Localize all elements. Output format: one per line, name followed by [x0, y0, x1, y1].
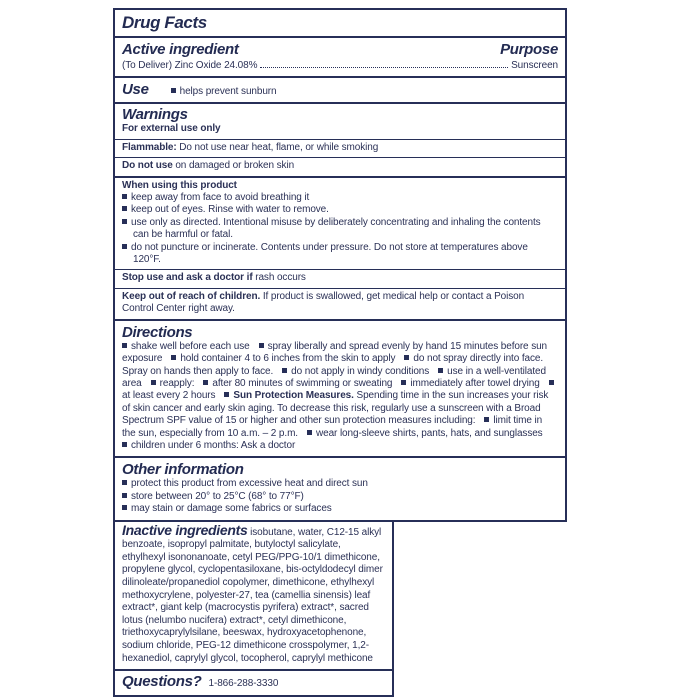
active-ingredient-name: (To Deliver) Zinc Oxide 24.08% [122, 60, 258, 71]
square-bullet-icon [122, 206, 127, 211]
active-ingredient-section [115, 36, 565, 76]
square-bullet-icon [122, 493, 127, 498]
flammable-row [115, 139, 565, 157]
external-use-statement: For external use only [122, 123, 221, 135]
do-not-use-lead: Do not use [122, 160, 173, 172]
square-bullet-icon [307, 430, 312, 435]
square-bullet-icon [122, 219, 127, 224]
directions-section [115, 319, 565, 457]
bullet-item: do not apply in windy conditions [282, 366, 429, 377]
bullet-item: protect this product from excessive heat and direct sun [122, 478, 558, 490]
bullet-item: helps prevent sunburn [171, 86, 277, 97]
questions-heading: Questions? [122, 673, 202, 691]
bullet-item: do not spray directly into face. Spray on hands then apply to face. [122, 353, 544, 377]
use-heading: Use [122, 81, 149, 98]
square-bullet-icon [122, 505, 127, 510]
drug-facts-main-panel [113, 8, 567, 522]
use-items [171, 86, 286, 98]
square-bullet-icon [122, 442, 127, 447]
bullet-item: spray liberally and spread evenly by hand 15 minutes before sun exposure [122, 340, 548, 365]
inactive-ingredients-text: isobutane, water, C12-15 alkyl benzoate, isopropyl palmitate, butyloctyl salicylate, ethylhexyl isononanoate, cetyl PEG/PPG-10/1 dimethicone, propylene glycol, cyclopentasiloxane, bis-octyldodecyl dimer dilinoleate/propanediol copolymer, dimethicone, ethylhexyl methoxycrylene, polyester-27, tea (camellia sinensis) leaf extract*, giant kelp (macrocystis pyrifera) extract*, sacred lotus (nelumbo nucifera) extract*, cetyl dimethicone, triethoxycaprylylsilane, beeswax, hydroxyacetophenone, sodium chloride, PEG-12 dimethicone crosspolymer, 1,2-hexanediol, caprylyl glycol, tocopherol, caprylyl methicone [122, 526, 383, 664]
square-bullet-icon [122, 343, 127, 348]
flammable-lead: Flammable: [122, 141, 177, 153]
dotted-leader [260, 58, 508, 68]
bullet-item: immediately after towel drying [401, 378, 539, 389]
keep-out-lead: Keep out of reach of children. [122, 290, 261, 302]
bullet-item: may stain or damage some fabrics or surfaces [122, 503, 558, 515]
warnings-heading: Warnings [122, 106, 188, 124]
bullet-item: at least every 2 hours [122, 378, 558, 401]
bullet-item: reapply: [151, 378, 195, 389]
flammable-text: Do not use near heat, flame, or while smoking [176, 141, 379, 153]
drug-facts-title: Drug Facts [122, 13, 207, 32]
other-information-list [122, 478, 558, 515]
do-not-use-row [115, 157, 565, 175]
bullet-item: store between 20° to 25°C (68° to 77°F) [122, 491, 558, 503]
inactive-ingredients-paragraph [115, 522, 392, 670]
bullet-item: keep out of eyes. Rinse with water to remove. [122, 204, 558, 216]
title-section [115, 10, 565, 36]
square-bullet-icon [259, 343, 264, 348]
square-bullet-icon [151, 380, 156, 385]
other-information-section [115, 456, 565, 519]
warnings-heading-row [115, 104, 565, 138]
square-bullet-icon [203, 380, 208, 385]
keep-out-text: If product is swallowed, get medical help or contact a Poison Control Center right away. [122, 290, 525, 315]
square-bullet-icon [438, 368, 443, 373]
active-ingredient-heading: Active ingredient [122, 41, 239, 58]
purpose-heading: Purpose [500, 41, 558, 58]
bullet-item: children under 6 months: Ask a doctor [122, 440, 295, 451]
square-bullet-icon [122, 194, 127, 199]
warnings-section [115, 102, 565, 318]
bullet-item: keep away from face to avoid breathing it [122, 192, 558, 204]
active-ingredient-row [122, 58, 558, 72]
questions-phone: 1-866-288-3330 [208, 678, 279, 690]
square-bullet-icon [484, 417, 489, 422]
directions-flow [122, 341, 558, 440]
when-using-list [122, 192, 558, 266]
directions-heading: Directions [122, 323, 193, 341]
drug-facts-label [113, 8, 567, 697]
do-not-use-text: on damaged or broken skin [172, 160, 295, 172]
square-bullet-icon [224, 392, 229, 397]
inactive-ingredients-panel [113, 520, 394, 672]
square-bullet-icon [404, 355, 409, 360]
square-bullet-icon [171, 355, 176, 360]
directions-last-line [122, 440, 558, 452]
square-bullet-icon [401, 380, 406, 385]
when-using-heading: When using this product [122, 179, 237, 191]
square-bullet-icon [122, 480, 127, 485]
bullet-item: do not puncture or incinerate. Contents under pressure. Do not store at temperatures above 120°F. [122, 242, 558, 267]
square-bullet-icon [549, 380, 554, 385]
bullet-item: use in a well-ventilated area [122, 365, 546, 389]
keep-out-row [115, 288, 565, 319]
bullet-item: Sun Protection Measures. Spending time in the sun increases your risk of skin cancer and early skin aging. To decrease this risk, regularly use a sunscreen with a Broad Spectrum SPF value of 15 or higher and other sun protection measures including: [122, 390, 549, 427]
square-bullet-icon [171, 88, 176, 93]
bullet-item: use only as directed. Intentional misuse by deliberately concentrating and inhaling the contents can be harmful or fatal. [122, 217, 558, 242]
bullet-item: limit time in the sun, especially from 10 a.m. – 2 p.m. [122, 415, 543, 439]
stop-use-row [115, 269, 565, 287]
use-section [115, 76, 565, 102]
bullet-item: shake well before each use [122, 341, 250, 352]
active-ingredient-purpose: Sunscreen [511, 60, 558, 71]
stop-use-text: rash occurs [252, 272, 306, 284]
inactive-ingredients-heading: Inactive ingredients [122, 521, 248, 538]
bullet-item: after 80 minutes of swimming or sweating [203, 378, 392, 389]
bullet-item: hold container 4 to 6 inches from the skin to apply [171, 353, 395, 364]
when-using-row [115, 176, 565, 270]
stop-use-lead: Stop use and ask a doctor if [122, 272, 253, 284]
questions-panel [113, 669, 394, 696]
square-bullet-icon [122, 244, 127, 249]
other-information-heading: Other information [122, 461, 244, 479]
square-bullet-icon [282, 368, 287, 373]
bullet-item: wear long-sleeve shirts, pants, hats, and sunglasses [307, 428, 543, 439]
